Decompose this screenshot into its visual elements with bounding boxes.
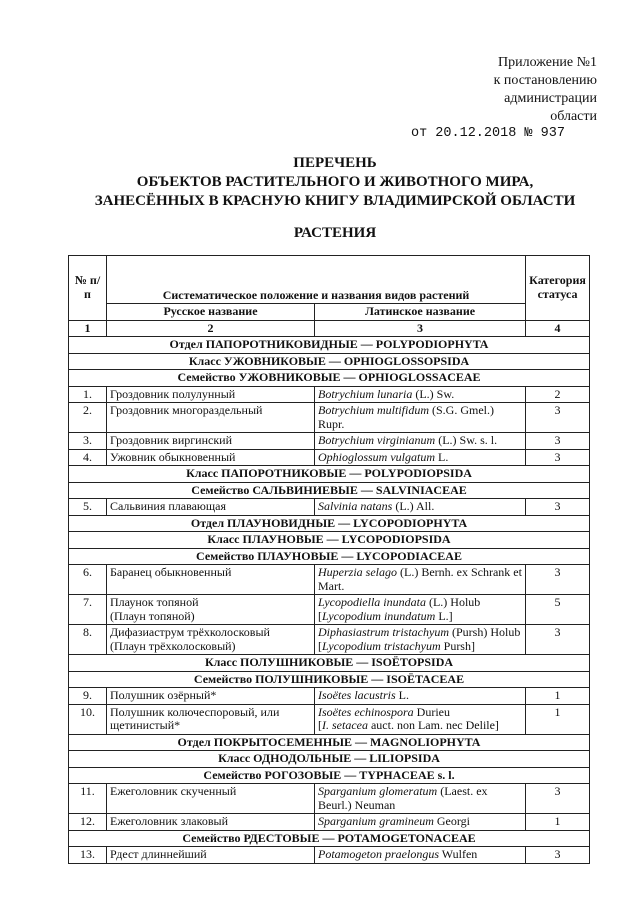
taxon-division: Отдел ПАПОРОТНИКОВИДНЫЕ — POLYPODIOPHYTA bbox=[69, 337, 590, 354]
latin-name bbox=[315, 784, 526, 814]
russian-name: Гроздовник полулунный bbox=[107, 386, 315, 403]
latin-synonym: Lycopodium tristachyum bbox=[322, 638, 441, 653]
status-category: 3 bbox=[526, 625, 590, 655]
taxon-class: Класс ПОЛУШНИКОВЫЕ — ISOËTOPSIDA bbox=[69, 655, 590, 672]
row-number: 12. bbox=[69, 814, 107, 831]
latin-name bbox=[315, 499, 526, 516]
header-category: Категория статуса bbox=[526, 256, 590, 321]
document-title bbox=[40, 154, 630, 211]
latin-name bbox=[315, 565, 526, 595]
latin-name bbox=[315, 847, 526, 864]
latin-binomial: Lycopodiella inundata bbox=[318, 595, 426, 609]
latin-authority: (Pursh) Holub [ bbox=[318, 625, 521, 653]
table-row bbox=[69, 499, 590, 516]
row-number: 8. bbox=[69, 625, 107, 655]
status-category: 1 bbox=[526, 704, 590, 734]
synonym-authority: L.] bbox=[435, 608, 453, 623]
latin-synonym: I. setacea bbox=[322, 718, 368, 732]
status-category: 3 bbox=[526, 449, 590, 466]
table-row bbox=[69, 625, 590, 655]
appendix-line: к постановлению bbox=[493, 73, 597, 88]
latin-authority: (L.) Holub bbox=[425, 595, 481, 609]
latin-authority: (L.) Sw. bbox=[412, 386, 455, 401]
row-number: 5. bbox=[69, 499, 107, 516]
table-row bbox=[69, 386, 590, 403]
taxon-family: Семейство САЛЬВИНИЕВЫЕ — SALVINIACEAE bbox=[69, 482, 590, 499]
latin-binomial: Botrychium virginianum bbox=[318, 433, 436, 447]
russian-name-synonym: (Плаун топяной) bbox=[110, 608, 195, 623]
header-latin-name: Латинское название bbox=[315, 304, 526, 321]
title-line: ОБЪЕКТОВ РАСТИТЕЛЬНОГО И ЖИВОТНОГО МИРА, bbox=[136, 174, 534, 190]
taxon-class: Класс ПАПОРОТНИКОВЫЕ — POLYPODIOPSIDA bbox=[69, 466, 590, 483]
status-category: 5 bbox=[526, 595, 590, 625]
row-number: 13. bbox=[69, 847, 107, 864]
latin-name bbox=[315, 449, 526, 466]
row-number: 11. bbox=[69, 784, 107, 814]
column-index: 3 bbox=[315, 320, 526, 337]
title-line: ЗАНЕСЁННЫХ В КРАСНУЮ КНИГУ ВЛАДИМИРСКОЙ ОБЛАСТИ bbox=[94, 193, 576, 209]
latin-binomial: Botrychium multifidum bbox=[318, 403, 429, 417]
taxon-family: Семейство РОГОЗОВЫЕ — TYPHACEAE s. l. bbox=[69, 767, 590, 784]
russian-name: Рдест длиннейший bbox=[107, 847, 315, 864]
row-number: 2. bbox=[69, 403, 107, 433]
header-systematic: Систематическое положение и названия видов растений bbox=[107, 256, 526, 304]
table-row bbox=[69, 449, 590, 466]
table-row bbox=[69, 704, 590, 734]
russian-name: Полушник озёрный* bbox=[107, 688, 315, 705]
latin-binomial: Sparganium glomeratum bbox=[318, 784, 438, 798]
latin-authority: Durieu bbox=[413, 704, 450, 719]
latin-binomial: Botrychium lunaria bbox=[318, 386, 413, 401]
taxon-family: Семейство ПОЛУШНИКОВЫЕ — ISOËTACEAE bbox=[69, 671, 590, 688]
header-number: № п/п bbox=[69, 256, 107, 321]
column-index: 1 bbox=[69, 320, 107, 337]
latin-authority: L. bbox=[435, 449, 449, 464]
latin-authority: Georgi bbox=[433, 814, 470, 828]
table-row bbox=[69, 814, 590, 831]
latin-binomial: Huperzia selago bbox=[318, 565, 397, 579]
table-row bbox=[69, 403, 590, 433]
taxon-class: Класс ОДНОДОЛЬНЫЕ — LILIOPSIDA bbox=[69, 751, 590, 768]
latin-name bbox=[315, 433, 526, 450]
russian-name: Полушник колючеспоровый, или щетинистый* bbox=[107, 704, 315, 734]
table-row bbox=[69, 688, 590, 705]
status-category: 3 bbox=[526, 403, 590, 433]
latin-name bbox=[315, 595, 526, 625]
russian-name bbox=[107, 625, 315, 655]
title-line: ПЕРЕЧЕНЬ bbox=[293, 155, 377, 171]
taxon-family: Семейство РДЕСТОВЫЕ — POTAMOGETONACEAE bbox=[69, 830, 590, 847]
latin-authority: Wulfen bbox=[439, 847, 478, 861]
latin-binomial: Sparganium gramineum bbox=[318, 814, 434, 828]
taxon-division: Отдел ПЛАУНОВИДНЫЕ — LYCOPODIOPHYTA bbox=[69, 515, 590, 532]
taxon-family: Семейство УЖОВНИКОВЫЕ — OPHIOGLOSSACEAE bbox=[69, 370, 590, 387]
section-heading: РАСТЕНИЯ bbox=[293, 225, 377, 241]
status-category: 3 bbox=[526, 433, 590, 450]
russian-name: Ежеголовник скученный bbox=[107, 784, 315, 814]
status-category: 2 bbox=[526, 386, 590, 403]
status-category: 1 bbox=[526, 814, 590, 831]
row-number: 4. bbox=[69, 449, 107, 466]
latin-name bbox=[315, 688, 526, 705]
column-index: 2 bbox=[107, 320, 315, 337]
decree-date-number: от 20.12.2018 № 937 bbox=[411, 126, 565, 141]
russian-name: Сальвиния плавающая bbox=[107, 499, 315, 516]
column-index: 4 bbox=[526, 320, 590, 337]
latin-authority: (L.) Bernh. ex Schrank et Mart. bbox=[318, 565, 522, 593]
taxon-division: Отдел ПОКРЫТОСЕМЕННЫЕ — MAGNOLIOPHYTA bbox=[69, 734, 590, 751]
table-row bbox=[69, 595, 590, 625]
latin-authority: (Laest. ex Beurl.) Neuman bbox=[318, 784, 488, 812]
latin-binomial: Ophioglossum vulgatum bbox=[318, 449, 435, 464]
latin-authority: (L.) All. bbox=[392, 499, 435, 513]
latin-name bbox=[315, 403, 526, 433]
taxon-class: Класс УЖОВНИКОВЫЕ — OPHIOGLOSSOPSIDA bbox=[69, 353, 590, 370]
russian-name: Ужовник обыкновенный bbox=[107, 449, 315, 466]
row-number: 9. bbox=[69, 688, 107, 705]
latin-binomial: Salvinia natans bbox=[318, 499, 393, 513]
latin-binomial: Isoëtes lacustris bbox=[318, 688, 396, 702]
row-number: 6. bbox=[69, 565, 107, 595]
row-number: 10. bbox=[69, 704, 107, 734]
row-number: 3. bbox=[69, 433, 107, 450]
table-row bbox=[69, 784, 590, 814]
latin-name bbox=[315, 625, 526, 655]
russian-name-synonym: (Плаун трёхколосковый) bbox=[110, 638, 236, 653]
latin-authority: L. bbox=[395, 688, 410, 702]
russian-name bbox=[107, 595, 315, 625]
russian-name: Гроздовник многораздельный bbox=[107, 403, 315, 433]
latin-name bbox=[315, 704, 526, 734]
latin-binomial: Isoëtes echinospora bbox=[318, 704, 414, 719]
latin-authority: (S.G. Gmel.) Rupr. bbox=[318, 403, 494, 431]
table-row bbox=[69, 565, 590, 595]
table-row bbox=[69, 847, 590, 864]
latin-binomial: Potamogeton praelongus bbox=[318, 847, 439, 861]
latin-binomial: Diphasiastrum tristachyum bbox=[318, 625, 450, 639]
russian-name: Гроздовник виргинский bbox=[107, 433, 315, 450]
russian-name-line: Дифазиаструм трёхколосковый bbox=[110, 625, 270, 639]
row-number: 7. bbox=[69, 595, 107, 625]
latin-authority: (L.) Sw. s. l. bbox=[435, 433, 498, 447]
latin-name bbox=[315, 386, 526, 403]
synonym-bracket: [ bbox=[318, 608, 322, 623]
header-russian-name: Русское название bbox=[107, 304, 315, 321]
appendix-line: администрации bbox=[504, 91, 597, 106]
latin-synonym: Lycopodium inundatum bbox=[322, 608, 436, 623]
synonym-authority: Pursh] bbox=[440, 638, 475, 653]
status-category: 3 bbox=[526, 565, 590, 595]
status-category: 1 bbox=[526, 688, 590, 705]
appendix-line: области bbox=[550, 109, 597, 124]
latin-name bbox=[315, 814, 526, 831]
status-category: 3 bbox=[526, 847, 590, 864]
taxon-family: Семейство ПЛАУНОВЫЕ — LYCOPODIACEAE bbox=[69, 548, 590, 565]
appendix-line: Приложение №1 bbox=[498, 55, 597, 70]
synonym-authority: auct. non Lam. nec Delile] bbox=[367, 718, 499, 732]
status-category: 3 bbox=[526, 784, 590, 814]
species-table bbox=[68, 255, 590, 864]
table-row bbox=[69, 433, 590, 450]
russian-name: Ежеголовник злаковый bbox=[107, 814, 315, 831]
taxon-class: Класс ПЛАУНОВЫЕ — LYCOPODIOPSIDA bbox=[69, 532, 590, 549]
status-category: 3 bbox=[526, 499, 590, 516]
row-number: 1. bbox=[69, 386, 107, 403]
russian-name: Баранец обыкновенный bbox=[107, 565, 315, 595]
appendix-block bbox=[494, 54, 597, 126]
russian-name-line: Плаунок топяной bbox=[110, 595, 199, 609]
synonym-bracket: [ bbox=[318, 718, 322, 732]
